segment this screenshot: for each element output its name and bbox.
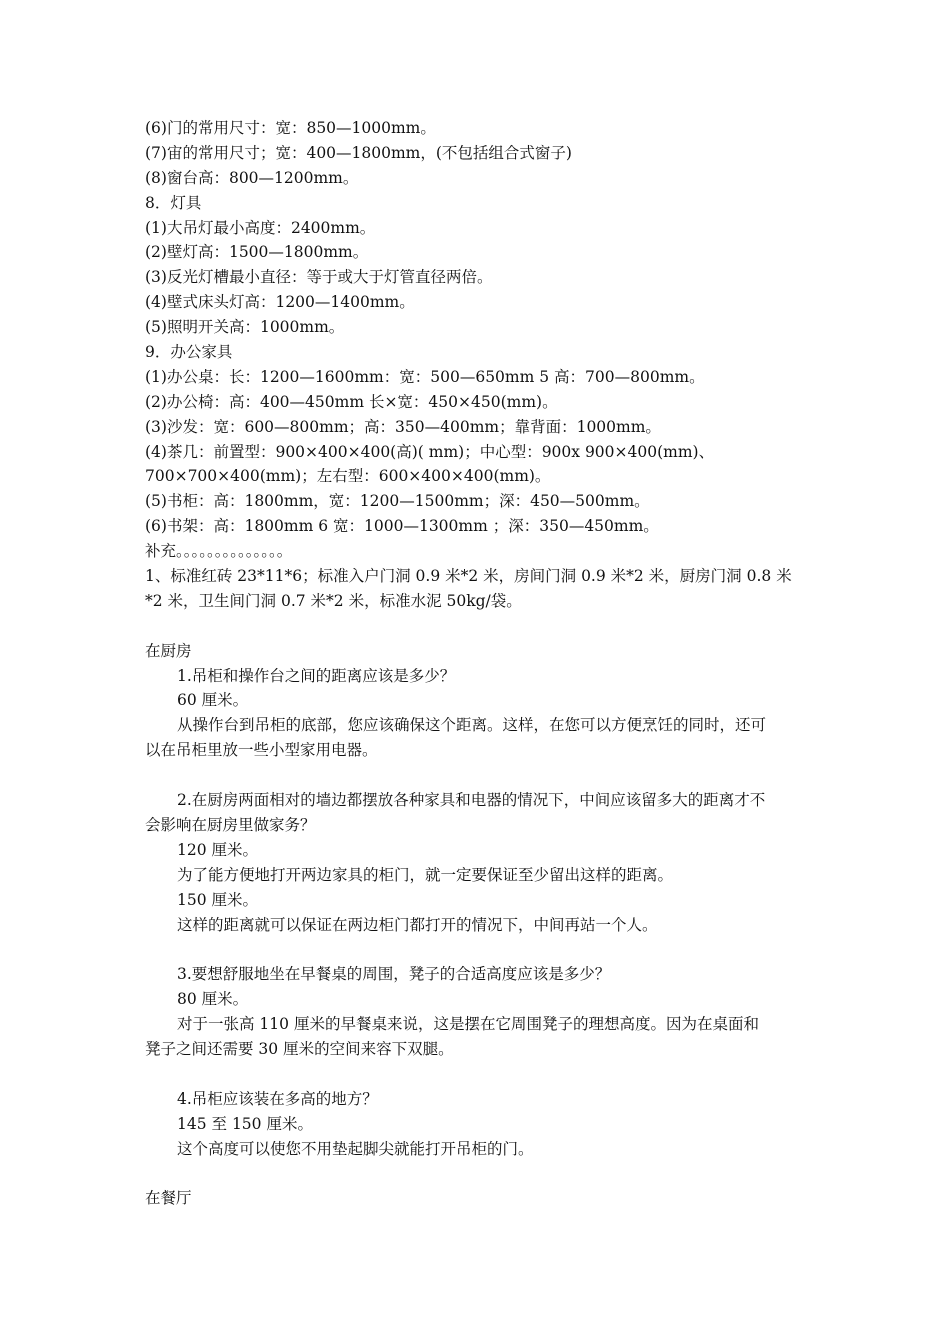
question-2: 2.在厨房两面相对的墙边都摆放各种家具和电器的情况下，中间应该留多大的距离才不 [177,791,766,810]
question-3: 3.要想舒服地坐在早餐桌的周围，凳子的合适高度应该是多少？ [177,965,611,984]
text-line-wall-lamp: (2)壁灯高：1500—1800mm。 [145,243,369,262]
text-line-door-size: (6)门的常用尺寸：宽：850—1000mm。 [145,119,436,137]
answer-2b: 150 厘米。 [177,890,259,909]
text-line-chandelier: (1)大吊灯最小高度：2400mm。 [145,218,376,237]
text-line-bookshelf: (6)书架：高：1800mm 6 宽：1000—1300mm ；深：350—450mm。 [145,517,659,536]
explanation-1: 从操作台到吊柜的底部，您应该确保这个距离。这样，在您可以方便烹饪的同时，还可 [177,716,767,735]
question-4: 4.吊柜应该装在多高的地方？ [177,1089,378,1108]
text-line-bedside-lamp: (4)壁式床头灯高：1200—1400mm。 [145,293,415,312]
section-heading-dining-room: 在餐厅 [145,1189,192,1208]
blank-line [145,937,817,962]
answer-2a: 120 厘米。 [177,840,259,859]
question-2-cont: 会影响在厨房里做家务？ [145,815,316,834]
text-line-light-switch: (5)照明开关高：1000mm。 [145,318,345,337]
text-line-tea-table: (4)茶几：前置型：900×400×400(高)( mm)；中心型：900x 900×400(mm)、 [145,442,715,461]
answer-4: 145 至 150 厘米。 [177,1114,313,1133]
section-heading-kitchen: 在厨房 [145,641,192,660]
blank-line [145,1161,817,1186]
text-line-desk: (1)办公桌：长：1200—1600mm：宽：500—650mm 5 高：700—800mm。 [145,367,705,386]
explanation-4: 这个高度可以使您不用垫起脚尖就能打开吊柜的门。 [177,1139,534,1158]
blank-line [145,1062,817,1087]
explanation-2a: 为了能方便地打开两边家具的柜门，就一定要保证至少留出这样的距离。 [177,865,674,884]
text-line-sill-height: (8)窗台高：800—1200mm。 [145,168,359,187]
text-line-office-chair: (2)办公椅：高：400—450mm 长×宽：450×450(mm)。 [145,392,558,411]
text-line-tea-table-cont: 700×700×400(mm)；左右型：600×400×400(mm)。 [145,467,551,486]
text-line-window-size: (7)宙的常用尺寸；宽：400—1800mm，(不包括组合式窗子) [145,143,572,162]
explanation-3: 对于一张高 110 厘米的早餐桌来说，这是摆在它周围凳子的理想高度。因为在桌面和 [177,1015,759,1034]
document-page [145,116,817,1211]
blank-line [145,763,817,788]
blank-line [145,614,817,639]
text-line-bookcase: (5)书柜：高：1800mm，宽：1200—1500mm；深：450—500mm。 [145,492,650,511]
text-line-light-trough: (3)反光灯槽最小直径：等于或大于灯管直径两倍。 [145,268,493,287]
answer-1: 60 厘米。 [177,691,249,710]
text-line-standards: 1、标准红砖 23*11*6；标准入户门洞 0.9 米*2 米，房间门洞 0.9 米*2 米，厨房门洞 0.8 米 [145,567,792,586]
section-heading-lighting: 8．灯具 [145,193,202,212]
answer-3: 80 厘米。 [177,990,249,1009]
explanation-1-cont: 以在吊柜里放一些小型家用电器。 [145,741,378,760]
text-line-standards-cont: *2 米，卫生间门洞 0.7 米*2 米，标准水泥 50kg/袋。 [145,591,522,610]
text-line-supplement: 补充。。。。。。。。。。。。。。 [145,542,293,561]
text-line-sofa: (3)沙发：宽：600—800mm；高：350—400mm；靠背面：1000mm。 [145,417,661,436]
question-1: 1.吊柜和操作台之间的距离应该是多少？ [177,666,456,685]
section-heading-office-furniture: 9．办公家具 [145,343,233,362]
explanation-2b: 这样的距离就可以保证在两边柜门都打开的情况下，中间再站一个人。 [177,915,658,934]
explanation-3-cont: 凳子之间还需要 30 厘米的空间来容下双腿。 [145,1039,454,1058]
